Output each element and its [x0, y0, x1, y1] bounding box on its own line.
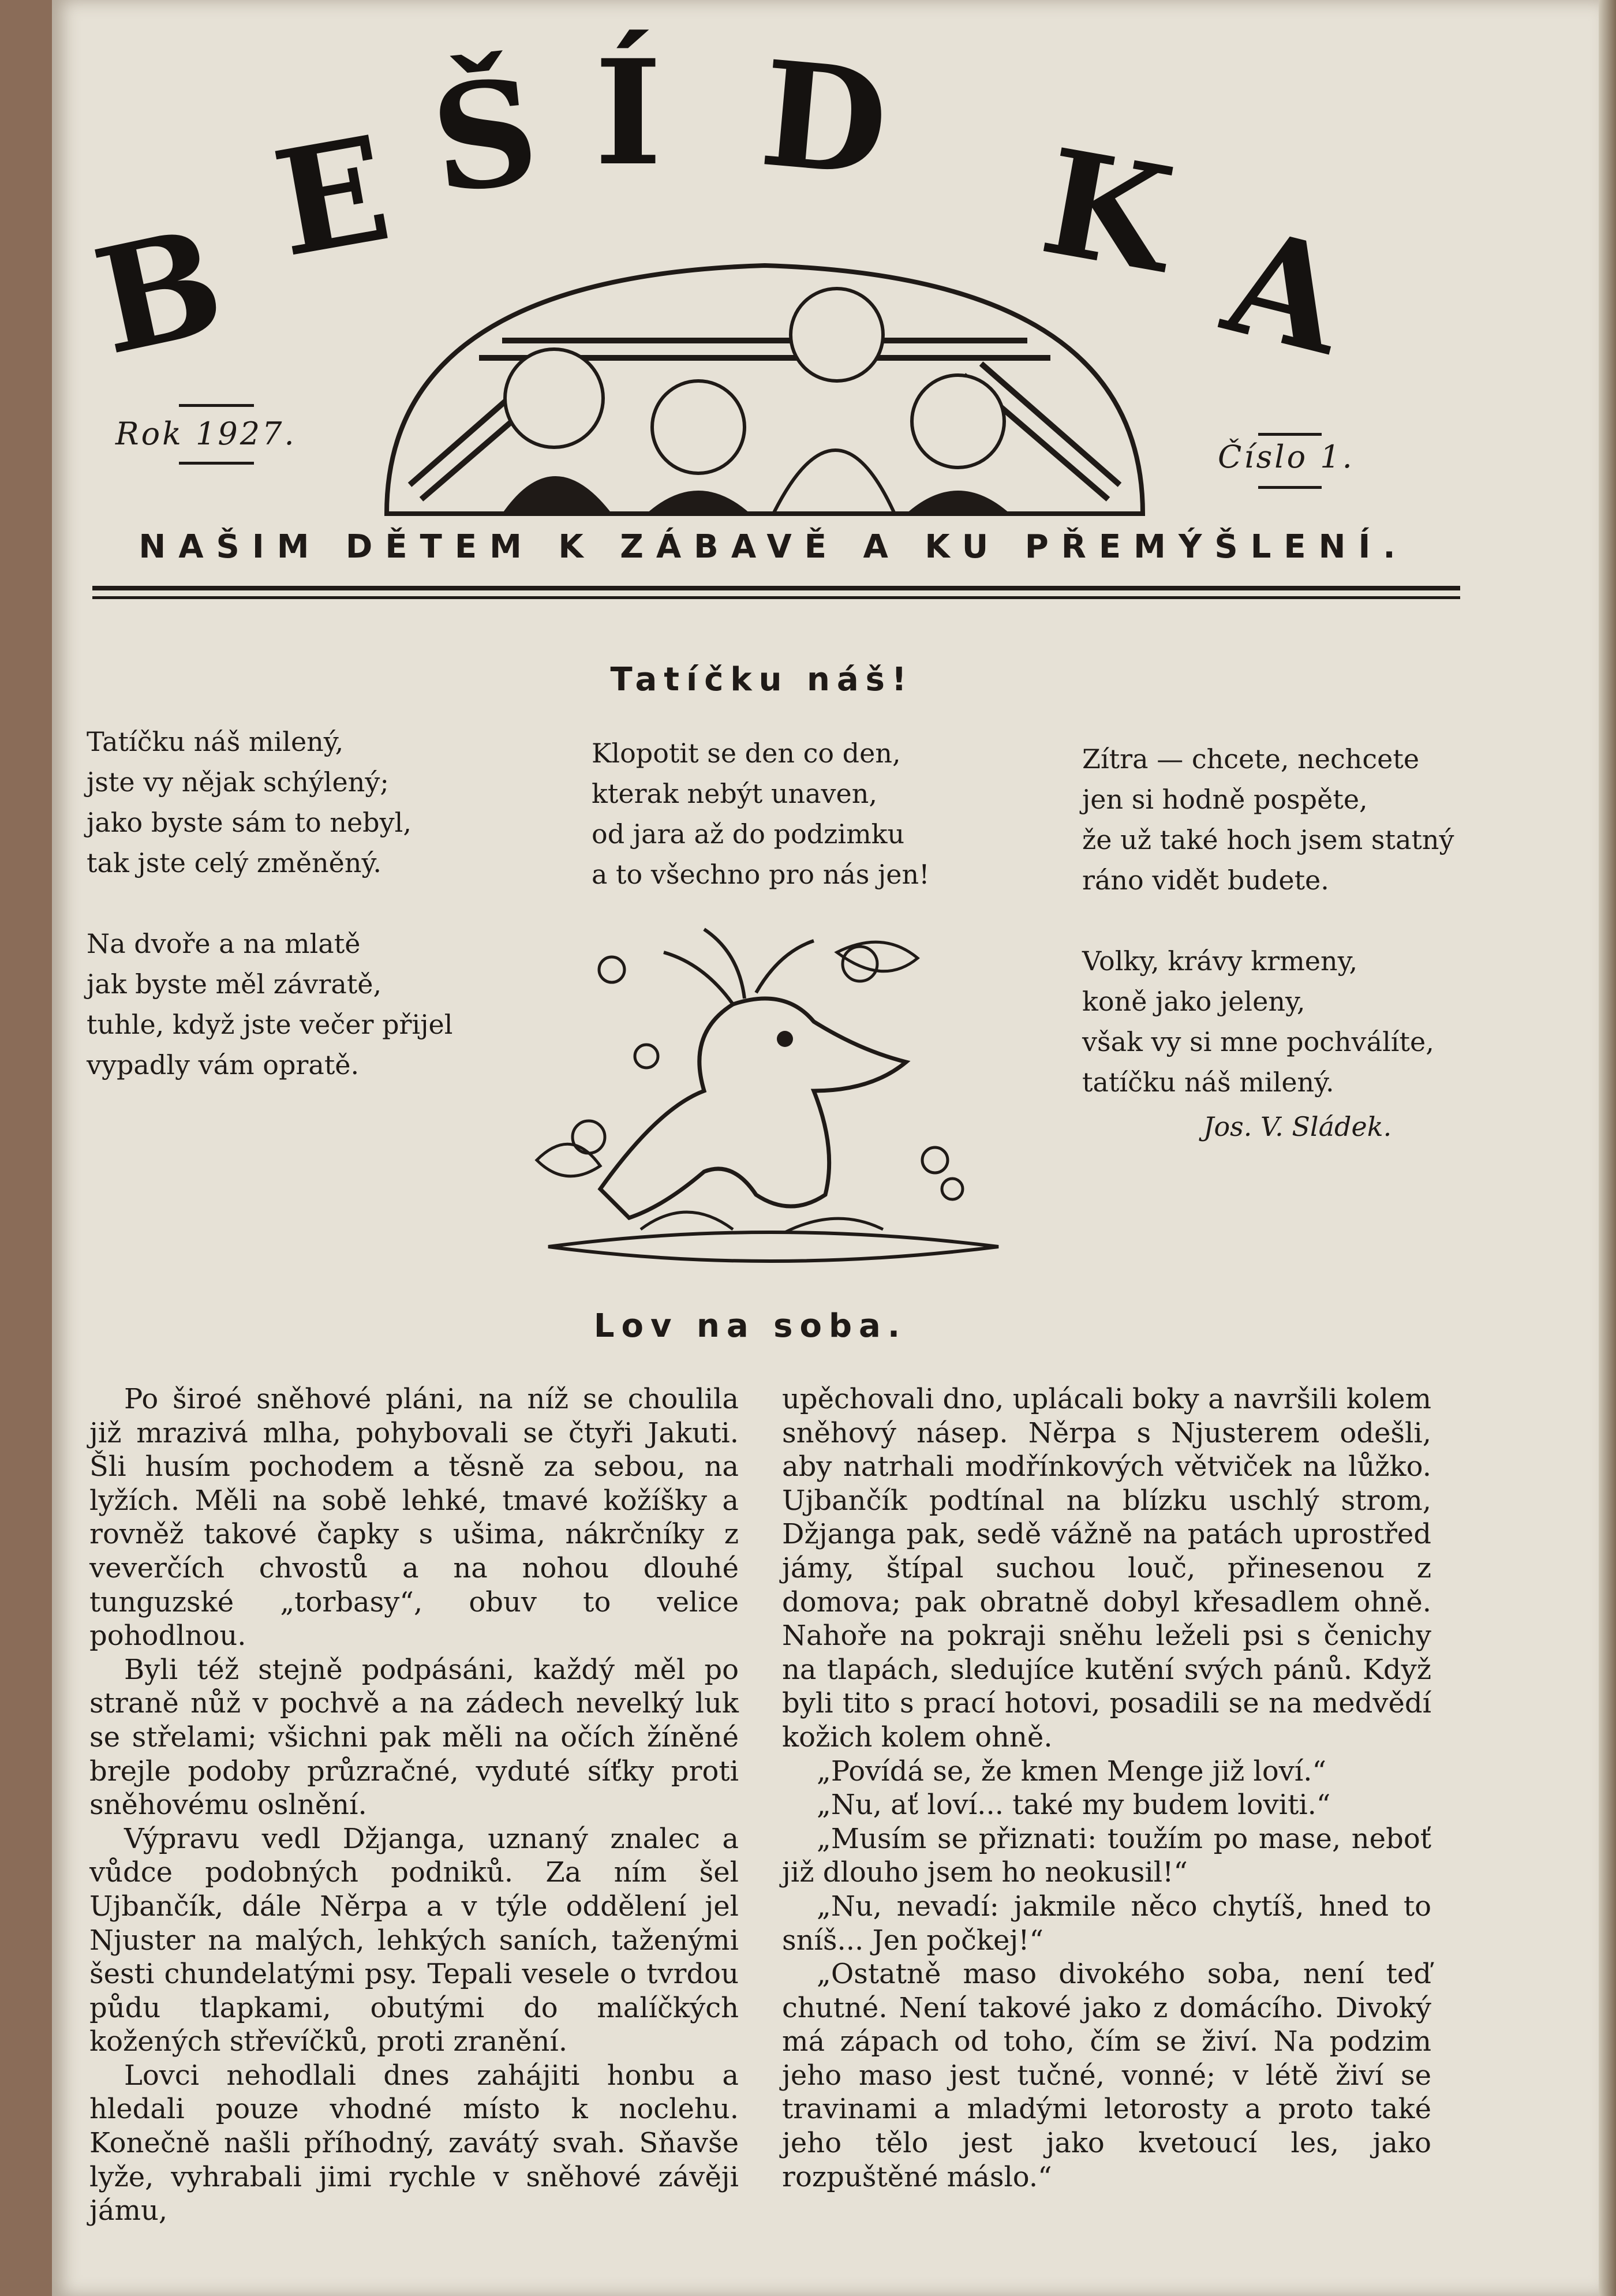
story-paragraph: „Nu, ať loví... také my budem loviti.“	[817, 1789, 1331, 1822]
story-paragraph: „Musím se přiznati: toužím po mase, neboť již dlouho jsem ho neokusil!“	[782, 1822, 1431, 1889]
issue-label: Číslo 1.	[1218, 439, 1355, 475]
title-letter: B	[81, 196, 237, 387]
title-letter: E	[263, 103, 401, 290]
poem-line: Klopotit se den co den,	[592, 738, 901, 769]
subtitle: NAŠIM DĚTEM K ZÁBAVĚ A KU PŘEMÝŠLENÍ.	[139, 528, 1408, 566]
issue-rule-top	[1258, 433, 1322, 436]
children-vignette	[375, 242, 1154, 519]
poem-line: vypadly vám opratě.	[87, 1049, 360, 1080]
poem-line: tak jste celý změněný.	[87, 847, 381, 878]
poem-line: jak byste měl závratě,	[87, 968, 382, 1000]
title-letter: A	[1210, 195, 1360, 388]
issue-rule-bottom	[1258, 486, 1322, 489]
poem-stanza	[1082, 739, 1454, 900]
poem-stanza	[1082, 941, 1434, 1102]
poem-line: jen si hodně pospěte,	[1082, 784, 1368, 815]
story-paragraph: „Ostatně maso divokého soba, není teď chutné. Není takové jako z domácího. Divoký má zápach od toho, čím se živí. Na podzim jeho maso jest tučné, vonné; v létě živí se travinami a mladými letorosty a proto také jeho tělo jest jako kvetoucí les, jako rozpuštěné máslo.“	[782, 1958, 1431, 2193]
story-right-column	[782, 1382, 1431, 2194]
story-paragraph: Byli též stejně podpásáni, každý měl po straně nůž v pochvě a na zádech nevelký luk se střelami; všichni pak měli na očích žíněné brejle podoby průzračné, vyduté síťky proti sněhovému oslnění.	[89, 1653, 739, 1822]
masthead	[81, 0, 1472, 577]
poem-line: tuhle, když jste večer přijel	[87, 1009, 453, 1040]
poem-line: že už také hoch jsem statný	[1082, 824, 1454, 855]
poem-line: od jara až do podzimku	[592, 818, 905, 850]
story-paragraph: Lovci nehodlali dnes zahájiti honbu a hledali pouze vhodné místo k noclehu. Konečně našli příhodný, zavátý svah. Sňavše lyže, vyhrabali jimi rychle v sněhové závěji jámu,	[89, 2059, 739, 2227]
year-rule-top	[179, 404, 254, 407]
poem-stanza	[87, 923, 452, 1085]
poem-line: jste vy nějak schýlený;	[87, 766, 389, 798]
poem-line: koně jako jeleny,	[1082, 986, 1305, 1017]
title-letter: D	[754, 28, 895, 208]
poem-line: Tatíčku náš milený,	[87, 726, 344, 757]
poem-line: Volky, krávy krmeny,	[1082, 945, 1358, 977]
title-letter: Í	[594, 28, 662, 197]
story-paragraph: „Povídá se, že kmen Menge již loví.“	[817, 1755, 1327, 1788]
poem-title: Tatíčku náš!	[610, 661, 914, 698]
masthead-double-rule	[92, 586, 1460, 599]
deer-illustration	[514, 918, 1022, 1276]
title-letter: K	[1031, 116, 1184, 305]
poem-line: tatíčku náš milený.	[1082, 1067, 1334, 1098]
poem-line: ráno vidět budete.	[1082, 865, 1329, 896]
year-rule-bottom	[179, 462, 254, 465]
year-label: Rok 1927.	[115, 416, 297, 452]
poem-stanza	[87, 721, 412, 883]
book-binding	[1599, 0, 1616, 2296]
story-paragraph: „Nu, nevadí: jakmile něco chytíš, hned to sníš... Jen počkej!“	[782, 1890, 1431, 1957]
poem-line: jako byste sám to nebyl,	[87, 807, 412, 838]
poem-line: a to všechno pro nás jen!	[592, 859, 930, 890]
story-left-column	[89, 1382, 739, 2228]
poem-author: Jos. V. Sládek.	[1203, 1111, 1392, 1142]
title-letter: Š	[424, 46, 546, 226]
story-paragraph: Po široé sněhové pláni, na níž se choulila již mrazivá mlha, pohybovali se čtyři Jakuti. Šli husím pochodem a těsně za sebou, na lyžích. Měli na sobě lehké, tmavé kožíšky a rovněž takové čapky s ušima, nákrčníky z veverčích chvostů a na nohou dlouhé tunguzské „torbasy“, obuv to velice pohodlnou.	[89, 1383, 739, 1652]
story-title: Lov na soba.	[593, 1307, 907, 1345]
poem-line: však vy si mne pochválíte,	[1082, 1026, 1434, 1057]
poem-line: Na dvoře a na mlatě	[87, 928, 361, 959]
poem-line: Zítra — chcete, nechcete	[1082, 743, 1420, 775]
story-paragraph: Výpravu vedl Džjanga, uznaný znalec a vůdce podobných podniků. Za ním šel Ujbančík, dále Něrpa a v týle oddělení jel Njuster na malých, lehkých saních, taženými šesti chundelatými psy. Tepali vesele o tvrdou půdu tlapkami, obutými do malíčkých kožených střevíčků, proti zranění.	[89, 1822, 739, 2058]
poem-stanza	[592, 733, 930, 895]
poem-line: kterak nebýt unaven,	[592, 778, 878, 809]
story-paragraph: upěchovali dno, uplácali boky a navršili kolem sněhový násep. Něrpa s Njusterem odešli, aby natrhali modřínkových větviček na lůžko. Ujbančík podtínal na blízku uschlý strom, Džjanga pak, sedě vážně na patách uprostřed jámy, štípal suchou louč, přinesenou z domova; pak obratně dobyl křesadlem ohně. Nahoře na pokraji sněhu leželi psi s čenichy na tlapách, sledujíce kutění svých pánů. Když byli tito s prací hotovi, posadili se na medvědí kožich kolem ohně.	[782, 1383, 1431, 1753]
